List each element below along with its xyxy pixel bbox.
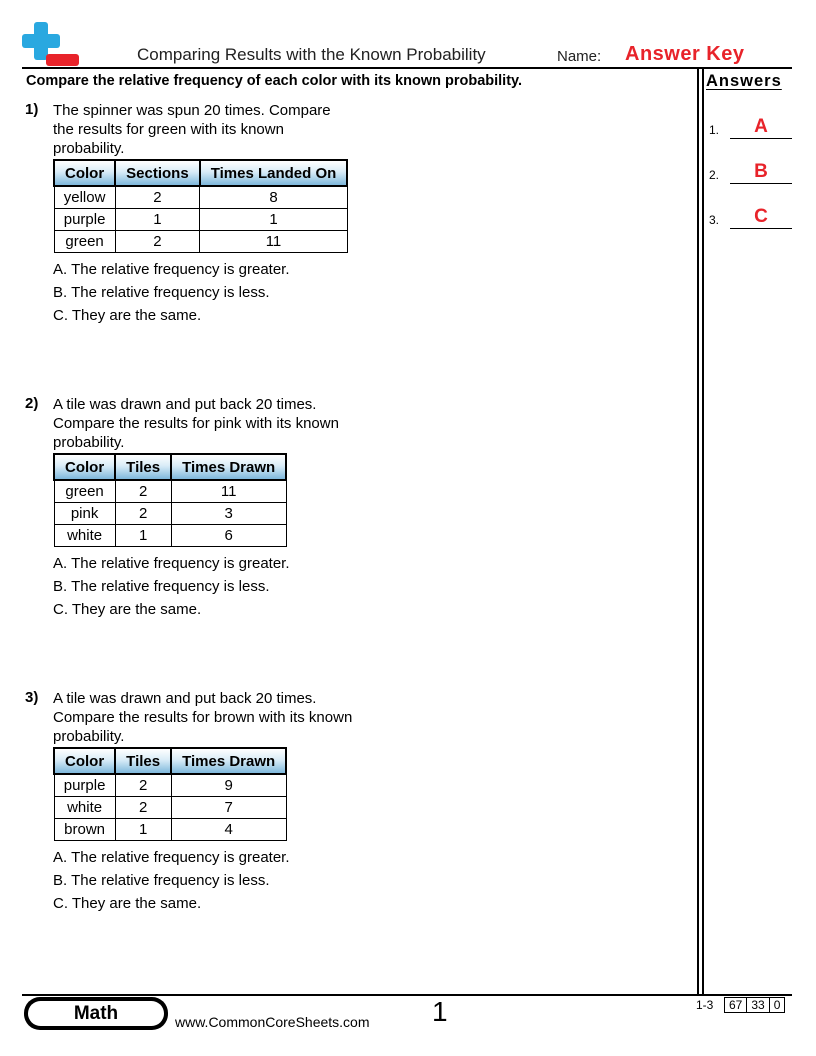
subject-label: Math xyxy=(28,1001,164,1026)
table-cell: 8 xyxy=(200,186,348,209)
problem-text: A tile was drawn and put back 20 times. Compare the results for pink with its known probability. xyxy=(53,396,339,451)
problem-number: 3) xyxy=(25,689,39,706)
answer-number: 3. xyxy=(709,213,720,227)
table-row xyxy=(54,819,286,841)
table-header-row xyxy=(54,748,286,774)
table-cell: white xyxy=(54,525,115,547)
page-title: Comparing Results with the Known Probability xyxy=(137,45,486,64)
table-cell: yellow xyxy=(54,186,115,209)
instructions: Compare the relative frequency of each color with its known probability. xyxy=(26,73,523,89)
table-row xyxy=(54,774,286,797)
answer-line xyxy=(730,228,792,229)
table-cell: 7 xyxy=(171,797,286,819)
header-divider xyxy=(22,67,792,69)
choice-c[interactable]: C. They are the same. xyxy=(53,895,202,913)
data-table xyxy=(53,747,287,841)
column-header: Color xyxy=(54,748,115,774)
table-row xyxy=(54,231,347,253)
column-header: Tiles xyxy=(115,748,171,774)
table-cell: green xyxy=(54,231,115,253)
table-cell: pink xyxy=(54,503,115,525)
column-divider xyxy=(702,69,704,994)
plus-minus-logo-icon xyxy=(22,22,80,68)
answer-value: B xyxy=(754,161,768,182)
answer-slot[interactable] xyxy=(709,205,792,229)
table-cell: purple xyxy=(54,209,115,231)
table-cell: 2 xyxy=(115,186,200,209)
table-cell: 11 xyxy=(200,231,348,253)
choice-a[interactable]: A. The relative frequency is greater. xyxy=(53,555,290,572)
choice-b[interactable]: B. The relative frequency is less. xyxy=(53,578,270,596)
table-cell: 1 xyxy=(200,209,348,231)
table-cell: 2 xyxy=(115,774,171,797)
table-cell: white xyxy=(54,797,115,819)
table-cell: brown xyxy=(54,819,115,841)
table-row xyxy=(54,525,286,547)
column-divider xyxy=(697,69,699,994)
table-cell: 4 xyxy=(171,819,286,841)
page-number: 1 xyxy=(432,996,448,1027)
problem-number: 1) xyxy=(25,101,39,118)
answer-slot[interactable] xyxy=(709,160,792,184)
table-cell: 2 xyxy=(115,231,200,253)
column-header: Color xyxy=(54,160,115,186)
footer-divider xyxy=(22,994,792,996)
problem-text: A tile was drawn and put back 20 times. Compare the results for brown with its known probability. xyxy=(53,690,353,745)
name-label: Name: xyxy=(557,48,602,65)
table-cell: 2 xyxy=(115,480,171,503)
column-header: Color xyxy=(54,454,115,480)
site-url[interactable]: www.CommonCoreSheets.com xyxy=(175,1014,370,1030)
column-header: Tiles xyxy=(115,454,171,480)
table-header-row xyxy=(54,160,347,186)
choice-a[interactable]: A. The relative frequency is greater. xyxy=(53,261,290,278)
answers-heading: Answers xyxy=(706,72,782,90)
data-table xyxy=(53,159,348,253)
table-cell: 6 xyxy=(171,525,286,547)
column-header: Times Drawn xyxy=(171,748,286,774)
answer-line xyxy=(730,138,792,139)
table-row xyxy=(54,209,347,231)
stat-cell: 0 xyxy=(769,998,785,1013)
score-stats xyxy=(724,997,785,1013)
stat-cell: 33 xyxy=(747,998,769,1013)
answer-choices xyxy=(53,846,290,916)
table-cell: 1 xyxy=(115,525,171,547)
choice-c[interactable]: C. They are the same. xyxy=(53,601,202,619)
table-cell: 2 xyxy=(115,797,171,819)
table-cell: 9 xyxy=(171,774,286,797)
answer-value: A xyxy=(754,116,768,137)
table-row xyxy=(54,797,286,819)
table-cell: 1 xyxy=(115,209,200,231)
answer-line xyxy=(730,183,792,184)
table-row xyxy=(54,480,286,503)
subject-badge xyxy=(24,997,168,1030)
column-header: Times Drawn xyxy=(171,454,286,480)
column-header: Times Landed On xyxy=(200,160,348,186)
answer-slot[interactable] xyxy=(709,115,792,139)
answer-value: C xyxy=(754,206,768,227)
choice-b[interactable]: B. The relative frequency is less. xyxy=(53,284,270,302)
problem-number: 2) xyxy=(25,395,39,412)
table-row xyxy=(54,186,347,209)
choice-a[interactable]: A. The relative frequency is greater. xyxy=(53,849,290,866)
table-cell: 3 xyxy=(171,503,286,525)
answer-number: 1. xyxy=(709,123,720,137)
answer-choices xyxy=(53,258,290,328)
problem-text: The spinner was spun 20 times. Compare the results for green with its known probability. xyxy=(53,102,331,157)
choice-c[interactable]: C. They are the same. xyxy=(53,307,202,325)
stat-cell: 67 xyxy=(725,998,747,1013)
problem-range: 1-3 xyxy=(696,998,714,1012)
table-cell: green xyxy=(54,480,115,503)
table-header-row xyxy=(54,454,286,480)
answer-key-label: Answer Key xyxy=(625,43,745,65)
choice-b[interactable]: B. The relative frequency is less. xyxy=(53,872,270,890)
table-row xyxy=(54,503,286,525)
table-cell: 2 xyxy=(115,503,171,525)
table-cell: 1 xyxy=(115,819,171,841)
answer-choices xyxy=(53,552,290,622)
table-cell: purple xyxy=(54,774,115,797)
table-cell: 11 xyxy=(171,480,286,503)
data-table xyxy=(53,453,287,547)
answer-number: 2. xyxy=(709,168,720,182)
column-header: Sections xyxy=(115,160,200,186)
